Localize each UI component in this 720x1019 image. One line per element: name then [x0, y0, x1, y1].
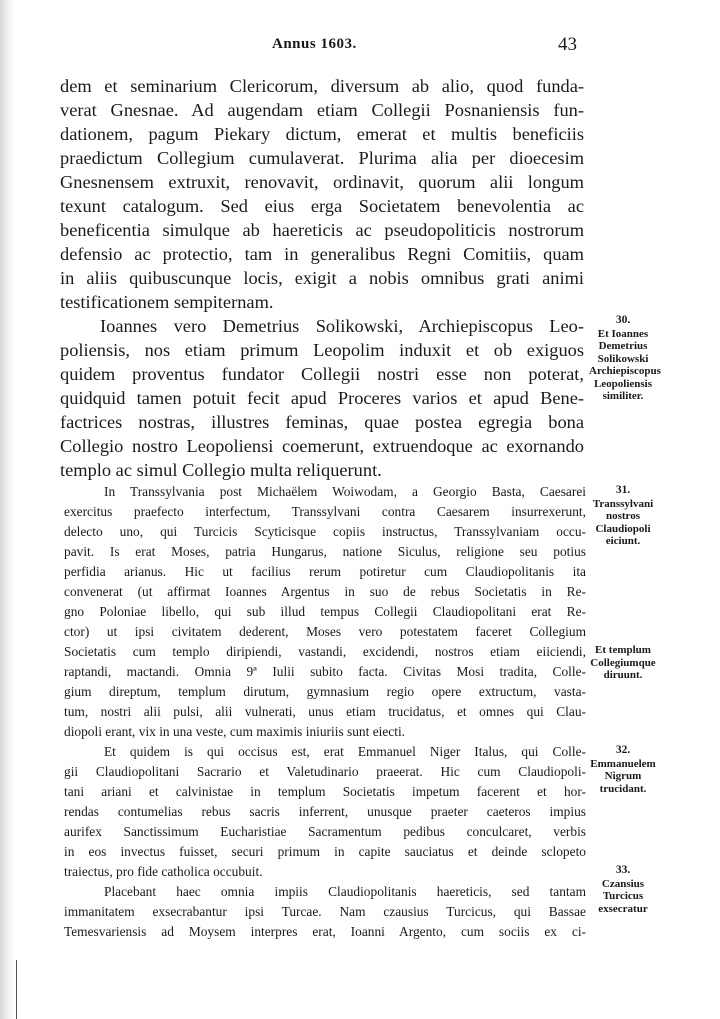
- small-line: rendas contumelias rebus sacris inferrent, unusque praeter caeteros impius: [64, 804, 586, 819]
- margin-note: [589, 744, 657, 795]
- margin-note-text: Et templum Collegiumque diruunt.: [590, 644, 656, 681]
- small-line: Societatis cum templo diripiendi, vastandi, excidendi, nostros etiam eiiciendi,: [64, 644, 586, 659]
- running-header: [0, 34, 720, 58]
- small-line: diopoli erant, vix in una veste, cum maximis iniuriis sunt eiecti.: [64, 724, 406, 739]
- small-line: in eos invectus fuisset, securi primum in capite sauciatus et deinde sclopeto: [64, 844, 586, 859]
- small-line: raptandi, mactandi. Omnia 9ª Iulii subito facta. Civitas Mosi tradita, Colle-: [64, 664, 586, 679]
- small-line: tum, nostri alii pulsi, alii vulnerati, unus etiam trucidatus, et omnes qui Clau-: [64, 704, 586, 719]
- small-line: immanitatem exsecrabantur ipsi Turcae. Nam czausius Turcicus, qui Bassae: [64, 904, 586, 919]
- small-line: aurifex Sanctissimum Eucharistiae Sacramentum pedibus conculcaret, verbis: [64, 824, 586, 839]
- body-line: verat Gnesnae. Ad augendam etiam Collegii Posnaniensis fun-: [60, 100, 584, 120]
- small-line: gno Poloniae libello, qui sub illud tempus Collegii Claudiopolitani erat Re-: [64, 604, 586, 619]
- small-line: delecto uno, qui Turcicis Scyticisque copiis instructus, Transsylvaniam occu-: [64, 524, 586, 539]
- body-line: poliensis, nos etiam primum Leopolim induxit et ob exiguos: [60, 340, 584, 360]
- small-line: ctor) ut ipsi civitatem dederent, Moses vero potestatem faceret Collegium: [64, 624, 586, 639]
- page-number: 43: [558, 34, 577, 55]
- body-line: factrices nostras, illustres feminas, quae postea egregia bona: [60, 412, 584, 432]
- margin-note: [589, 314, 661, 403]
- body-line: quidquid tamen potuit fecit apud Proceres varios et apud Bene-: [60, 388, 584, 408]
- margin-note-number: 32.: [615, 744, 631, 756]
- small-line: pavit. Is erat Moses, patria Hungarus, natione Siculus, religione seu potius: [64, 544, 586, 559]
- small-line: gii Claudiopolitani Sacrario et Valetudinario praeerat. Hic cum Claudiopoli-: [64, 764, 586, 779]
- margin-note: [589, 864, 657, 915]
- body-line: texunt catalogum. Sed eius erga Societatem benevolentia ac: [60, 196, 584, 216]
- binding-line: [16, 960, 17, 1019]
- body-line: praedictum Collegium cumulaverat. Plurima alia per dioecesim: [60, 148, 584, 168]
- margin-note-text: Emmanuelem Nigrum trucidant.: [590, 757, 656, 795]
- margin-note-number: 30.: [615, 314, 631, 326]
- margin-note-number: 31.: [615, 484, 631, 496]
- body-line: Collegio nostro Leopoliensi coemerunt, extruendoque ac exornando: [60, 436, 584, 456]
- small-line: exercitus praefecto interfectum, Transsylvani contra Caesarem insurrexerunt,: [64, 504, 586, 519]
- margin-note-text: Transsylvani nostros Claudiopoli eiciunt.: [592, 497, 654, 547]
- body-line: dem et seminarium Clericorum, diversum ab alio, quod funda-: [60, 76, 584, 96]
- margin-note: [589, 644, 657, 682]
- page-binding-edge: [0, 0, 14, 1019]
- small-line: gium direptum, templum dirutum, gymnasium regio opere extructum, vasta-: [64, 684, 586, 699]
- body-line: templo ac simul Collegio multa reliquerunt.: [60, 460, 382, 480]
- small-line: traiectus, pro fide catholica occubuit.: [64, 864, 263, 879]
- small-line: tani ariani et calvinistae in templum Societatis impetum facerent et hor-: [64, 784, 586, 799]
- small-line: In Transsylvania post Michaëlem Woiwodam, a Georgio Basta, Caesarei: [104, 484, 586, 499]
- body-line: defensio ac protectio, tam in generalibus Regni Comitiis, quam: [60, 244, 584, 264]
- small-line: Temesvariensis ad Moysem interpres erat, Ioanni Argento, cum sociis ex ci-: [64, 924, 586, 939]
- running-title: Annus 1603.: [272, 36, 357, 52]
- small-line: Placebant haec omnia impiis Claudiopolitanis haereticis, sed tantam: [104, 884, 586, 899]
- small-line: Et quidem is qui occisus est, erat Emmanuel Niger Italus, qui Colle-: [104, 744, 586, 759]
- small-line: perfidia arianus. Hic ut facilius rerum potiretur cum Claudiopolitanis ita: [64, 564, 586, 579]
- body-line: quidem proventus fundator Collegii nostri esse non poterat,: [60, 364, 584, 384]
- margin-note: [589, 484, 657, 548]
- body-line: dationem, pagum Piekary dictum, emerat et multis beneficiis: [60, 124, 584, 144]
- body-line: Gnesnensem extruxit, renovavit, ordinavit, quorum alii longum: [60, 172, 584, 192]
- body-line: in aliis quibuscunque locis, exigit a nobis omnibus grati animi: [60, 268, 584, 288]
- margin-note-text: Et Ioannes Demetrius Solikowski Archiepiscopus Leopoliensis similiter.: [589, 327, 661, 402]
- body-line: Ioannes vero Demetrius Solikowski, Archiepiscopus Leo-: [100, 316, 584, 336]
- small-line: convenerat (ut affirmat Ioannes Argentus in suo de rebus Societatis in Re-: [64, 584, 586, 599]
- margin-note-text: Czansius Turcicus exsecratur: [598, 877, 648, 915]
- body-line: testificationem sempiternam.: [60, 292, 274, 312]
- body-line: beneficentia simulque ab haereticis ac pseudopoliticis nostrorum: [60, 220, 584, 240]
- margin-note-number: 33.: [615, 864, 631, 876]
